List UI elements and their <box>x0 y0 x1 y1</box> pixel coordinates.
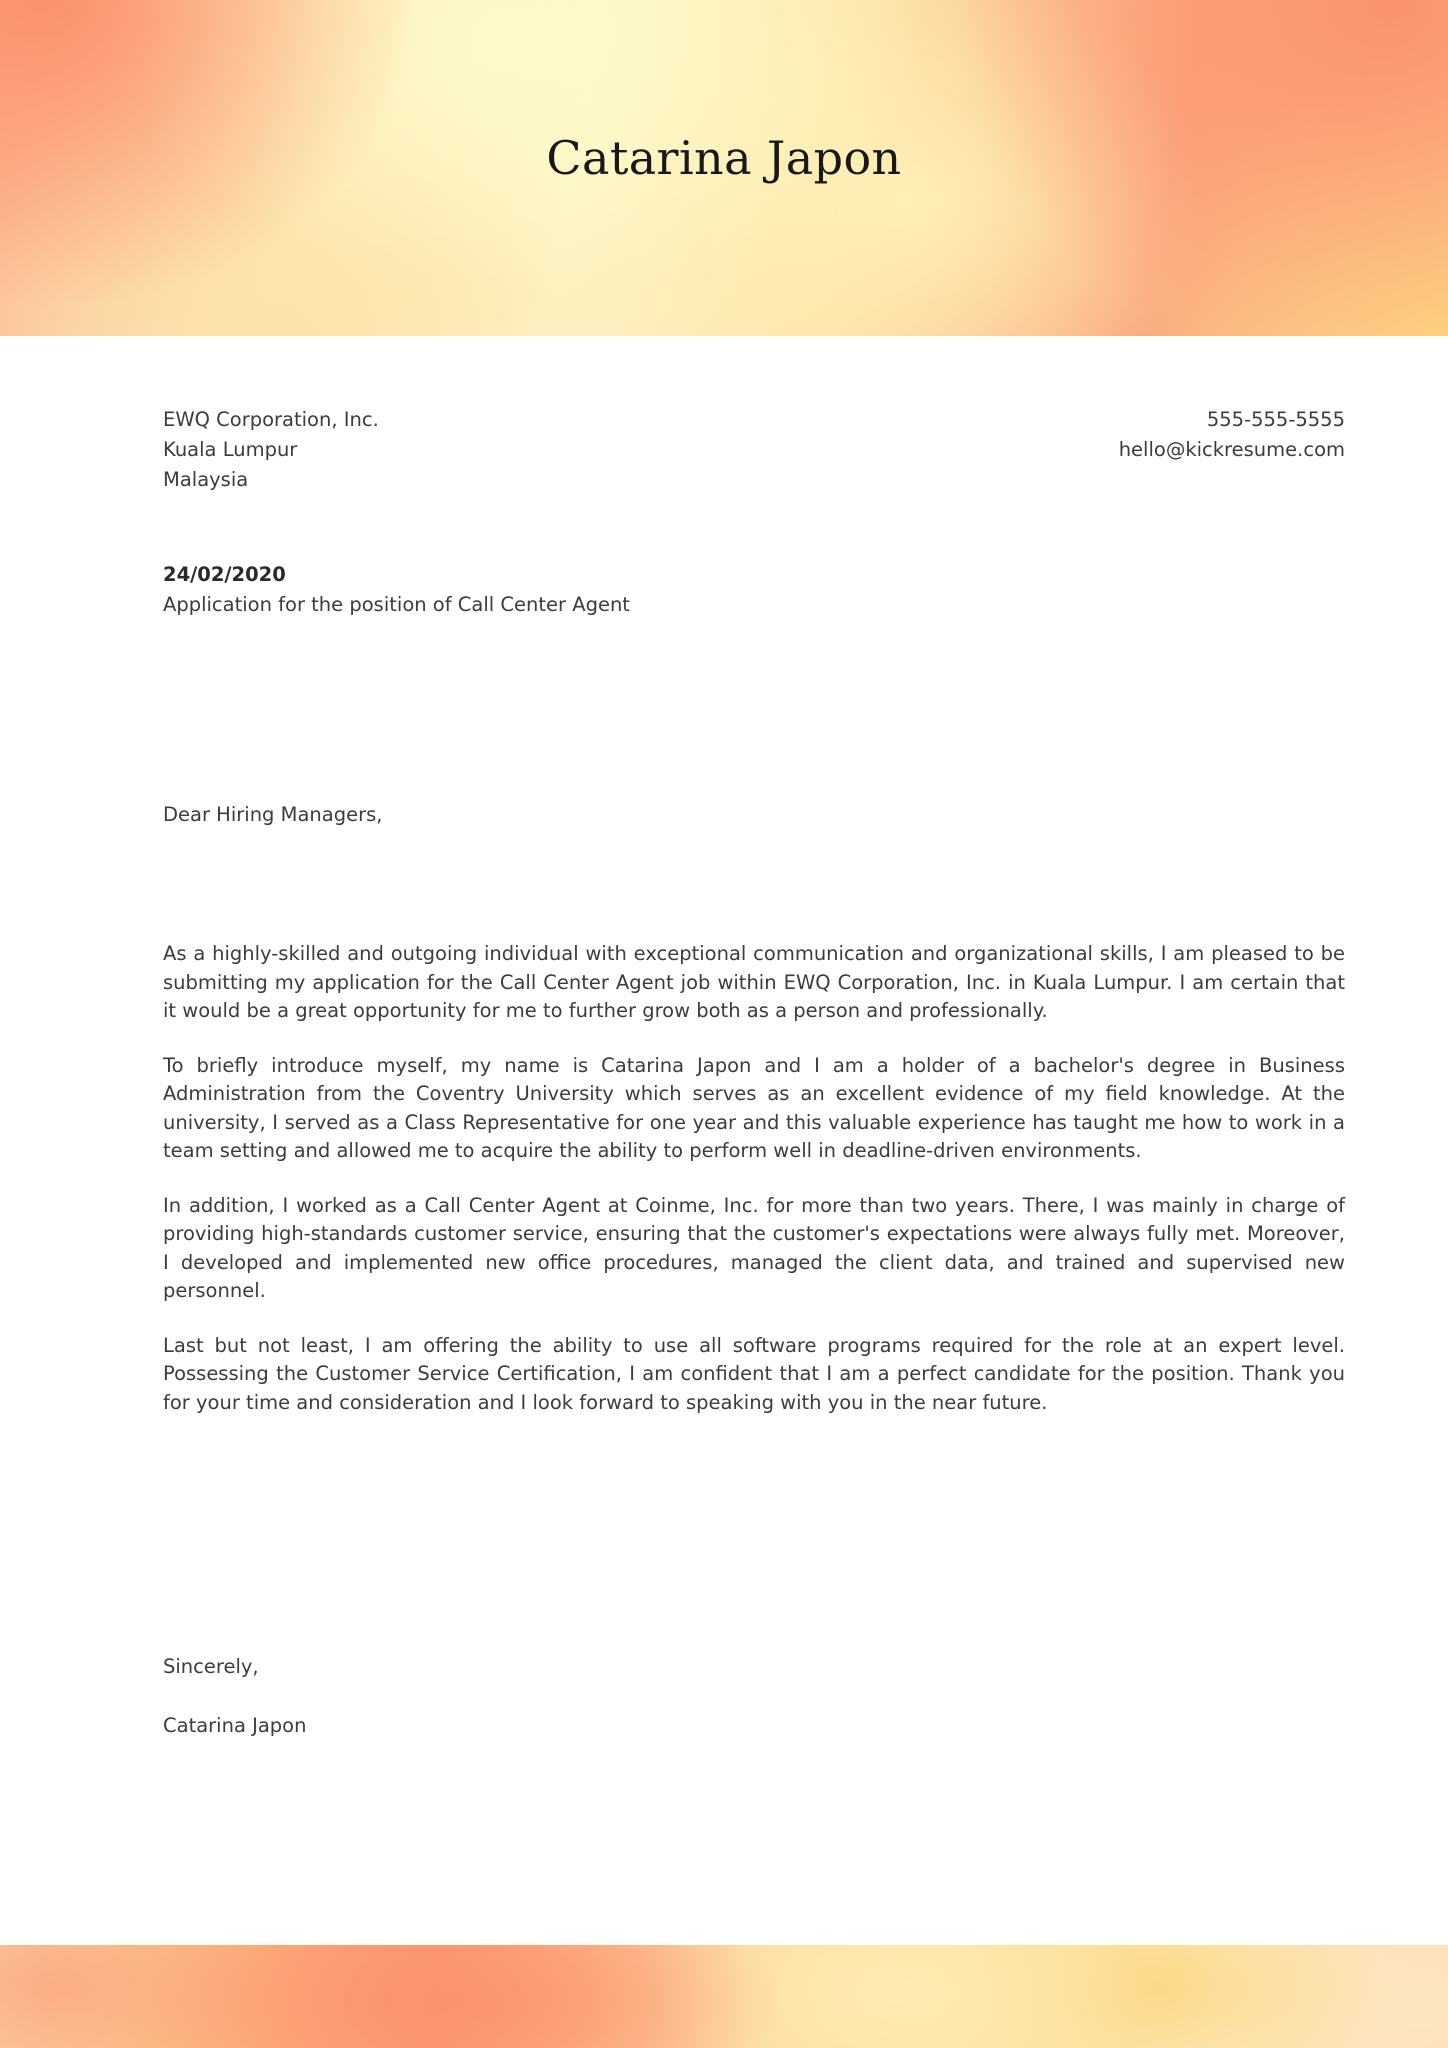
letter-paragraph-4: Last but not least, I am offering the ability to use all software programs required for the role at an expert level. Possessing the Customer Service Certification, I am confident that I am a perfect candidate for the position. Thank you for your time and consideration and I look forward to speaking with you in the near future. <box>163 1333 1345 1414</box>
footer-gradient-banner <box>0 1945 1448 2048</box>
address-contact-row <box>163 405 1345 495</box>
letter-date: 24/02/2020 <box>163 563 286 586</box>
page-title: Catarina Japon <box>546 131 902 185</box>
signature-name: Catarina Japon <box>163 1714 307 1737</box>
closing-phrase: Sincerely, <box>163 1655 259 1678</box>
letter-paragraph-2: To briefly introduce myself, my name is Catarina Japon and I am a holder of a bachelor's degree in Business Administration from the Coventry University which serves as an excellent evidence of my field knowledge. At the university, I served as a Class Representative for one year and this valuable experience has taught me how to work in a team setting and allowed me to acquire the ability to perform well in deadline-driven environments. <box>163 1053 1345 1162</box>
letter-body <box>163 940 1345 1417</box>
header-gradient-banner <box>0 0 1448 336</box>
letter-subject: Application for the position of Call Center Agent <box>163 593 630 616</box>
letter-closing <box>163 1652 1345 1741</box>
recipient-city: Kuala Lumpur <box>163 438 298 461</box>
letter-meta-block <box>163 560 1345 620</box>
sender-phone[interactable]: 555-555-5555 <box>1206 408 1345 431</box>
recipient-country: Malaysia <box>163 468 249 491</box>
letter-paragraph-1: As a highly-skilled and outgoing individual with exceptional communication and organizational skills, I am pleased to be submitting my application for the Call Center Agent job within EWQ Corporation, Inc. in Kuala Lumpur. I am certain that it would be a great opportunity for me to further grow both as a person and professionally. <box>163 942 1345 1022</box>
sender-contact-block <box>1119 405 1345 465</box>
recipient-company: EWQ Corporation, Inc. <box>163 408 379 431</box>
letter-paragraph-3: In addition, I worked as a Call Center Agent at Coinme, Inc. for more than two years. There, I was mainly in charge of providing high-standards customer service, ensuring that the customer's expectations were always fully met. Moreover, I developed and implemented new office procedures, managed the client data, and trained and supervised new personnel. <box>163 1193 1345 1302</box>
sender-email[interactable]: hello@kickresume.com <box>1118 438 1345 461</box>
recipient-address-block <box>163 405 379 495</box>
letter-salutation: Dear Hiring Managers, <box>163 803 383 826</box>
